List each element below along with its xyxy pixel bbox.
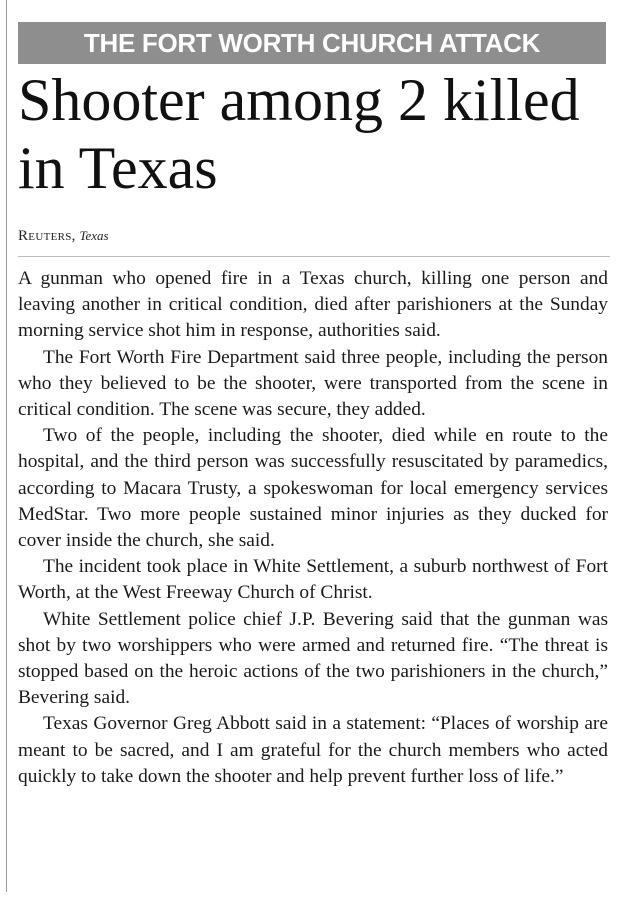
article-paragraph: Two of the people, including the shooter, died while en route to the hospital, and the third person was successfully resuscitated by paramedics, according to Macara Trusty, a spokeswoman for local emergency services MedStar. Two more people sustained minor injuries as they ducked for cover inside the church, she said.: [18, 425, 608, 552]
headline: Shooter among 2 killed in Texas: [18, 67, 580, 201]
article-body: [18, 266, 608, 790]
byline: [18, 228, 109, 245]
article-paragraph: The Fort Worth Fire Department said three people, including the person who they believed to be the shooter, were transported from the scene in critical condition. The scene was secure, they added.: [18, 346, 608, 421]
byline-agency: Reuters,: [18, 228, 76, 244]
section-banner: THE FORT WORTH CHURCH ATTACK: [18, 22, 606, 64]
article-paragraph: White Settlement police chief J.P. Bevering said that the gunman was shot by two worshippers who were armed and returned fire. “The threat is stopped based on the heroic actions of the two parishioners in the church,” Bevering said.: [18, 608, 608, 709]
article-paragraph: A gunman who opened fire in a Texas church, killing one person and leaving another in critical condition, died after parishioners at the Sunday morning service shot him in response, authorities said.: [18, 268, 608, 342]
byline-divider: [18, 256, 610, 257]
article-paragraph: Texas Governor Greg Abbott said in a statement: “Places of worship are meant to be sacred, and I am grateful for the church members who acted quickly to take down the shooter and help prevent further loss of life.”: [18, 713, 608, 787]
byline-place: Texas: [79, 228, 109, 243]
column-rule: [6, 0, 7, 892]
article-paragraph: The incident took place in White Settlement, a suburb northwest of Fort Worth, at the West Freeway Church of Christ.: [18, 556, 608, 604]
